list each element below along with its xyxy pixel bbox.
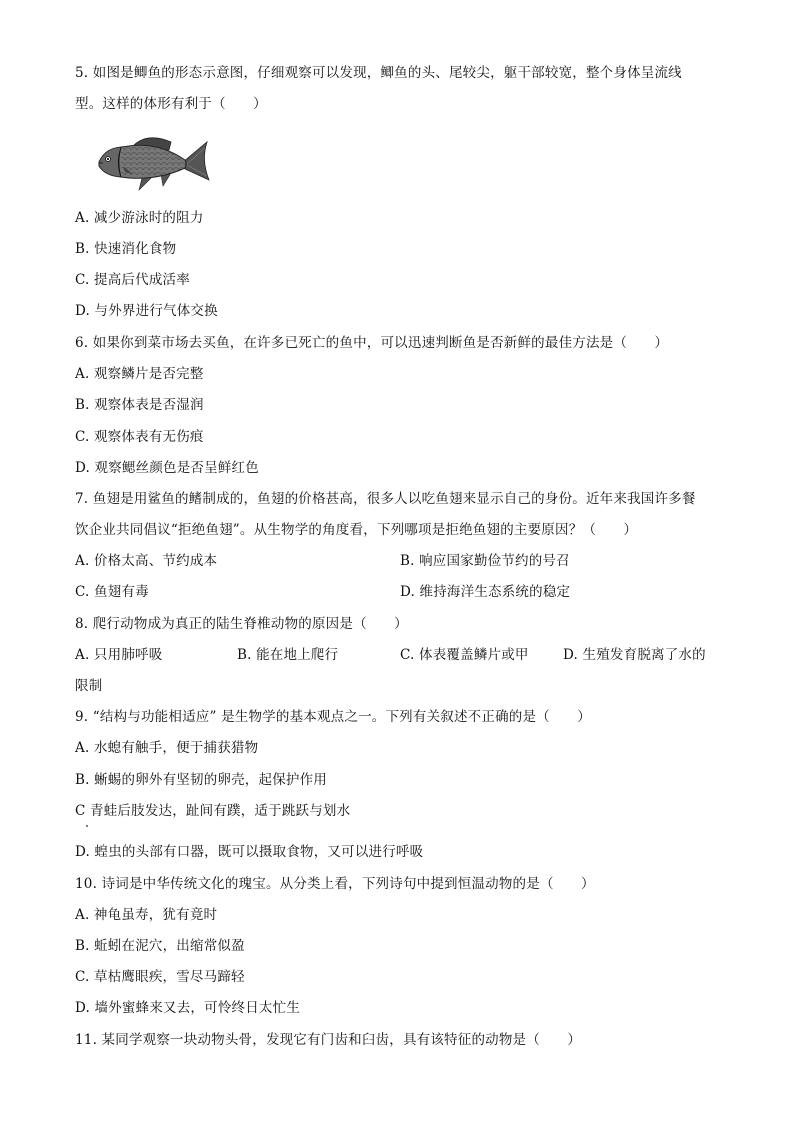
q5-option-d: D. 与外界进行气体交换 bbox=[75, 303, 218, 319]
q6-option-c: C. 观察体表有无伤痕 bbox=[75, 429, 204, 445]
q9-stem: 9. “结构与功能相适应” 是生物学的基本观点之一。下列有关叙述不正确的是（ ） bbox=[75, 709, 591, 725]
q7-option-d: D. 维持海洋生态系统的稳定 bbox=[400, 584, 571, 600]
stray-dot-mark bbox=[86, 825, 88, 827]
q8-option-c: C. 体表覆盖鳞片或甲 bbox=[400, 647, 529, 663]
q8-stem: 8. 爬行动物成为真正的陆生脊椎动物的原因是（ ） bbox=[75, 616, 408, 632]
q10-option-d: D. 墙外蜜蜂来又去，可怜终日太忙生 bbox=[75, 1000, 301, 1016]
q10-option-a: A. 神龟虽寿，犹有竟时 bbox=[75, 907, 218, 923]
q5-stem-line1: 5. 如图是鲫鱼的形态示意图，仔细观察可以发现，鲫鱼的头、尾较尖，躯干部较宽，整个身体呈流线 bbox=[75, 65, 682, 81]
q6-option-d: D. 观察鳃丝颜色是否呈鲜红色 bbox=[75, 460, 259, 476]
q5-option-c: C. 提高后代成活率 bbox=[75, 272, 190, 288]
q7-stem-line2: 饮企业共同倡议“拒绝鱼翅”。从生物学的角度看，下列哪项是拒绝鱼翅的主要原因？（ ） bbox=[75, 522, 638, 538]
q10-stem: 10. 诗词是中华传统文化的瑰宝。从分类上看，下列诗句中提到恒温动物的是（ ） bbox=[75, 876, 595, 892]
q9-option-a: A. 水螅有触手，便于捕获猎物 bbox=[75, 740, 259, 756]
q8-option-a: A. 只用肺呼吸 bbox=[75, 647, 163, 663]
q5-option-b: B. 快速消化食物 bbox=[75, 241, 177, 257]
q5-stem-line2: 型。这样的体形有利于（ ） bbox=[75, 96, 267, 112]
q10-option-c: C. 草枯鹰眼疾，雪尽马蹄轻 bbox=[75, 969, 245, 985]
q7-stem-line1: 7. 鱼翅是用鲨鱼的鳍制成的，鱼翅的价格甚高，很多人以吃鱼翅来显示自己的身份。近年来我国许多餐 bbox=[75, 491, 696, 507]
q8-option-d: D. 生殖发育脱离了水的 bbox=[563, 647, 706, 663]
q8-option-d-wrap: 限制 bbox=[75, 678, 103, 694]
q7-option-a: A. 价格太高、节约成本 bbox=[75, 553, 218, 569]
q5-option-a: A. 减少游泳时的阻力 bbox=[75, 210, 204, 226]
q7-option-c: C. 鱼翅有毒 bbox=[75, 584, 149, 600]
q9-option-b: B. 蜥蜴的卵外有坚韧的卵壳，起保护作用 bbox=[75, 772, 328, 788]
carp-fish-illustration bbox=[95, 130, 213, 198]
q9-option-c: C 青蛙后肢发达，趾间有蹼，适于跳跃与划水 bbox=[75, 803, 351, 819]
q6-stem: 6. 如果你到菜市场去买鱼，在许多已死亡的鱼中，可以迅速判断鱼是否新鲜的最佳方法是（ ） bbox=[75, 335, 669, 351]
q11-stem: 11. 某同学观察一块动物头骨，发现它有门齿和臼齿，具有该特征的动物是（ ） bbox=[75, 1032, 582, 1048]
q10-option-b: B. 蚯蚓在泥穴，出缩常似盈 bbox=[75, 938, 245, 954]
q8-option-b: B. 能在地上爬行 bbox=[237, 647, 339, 663]
q9-option-d: D. 蝗虫的头部有口器，既可以摄取食物，又可以进行呼吸 bbox=[75, 844, 424, 860]
q6-option-a: A. 观察鳞片是否完整 bbox=[75, 366, 204, 382]
q6-option-b: B. 观察体表是否湿润 bbox=[75, 397, 204, 413]
q7-option-b: B. 响应国家勤俭节约的号召 bbox=[400, 553, 570, 569]
